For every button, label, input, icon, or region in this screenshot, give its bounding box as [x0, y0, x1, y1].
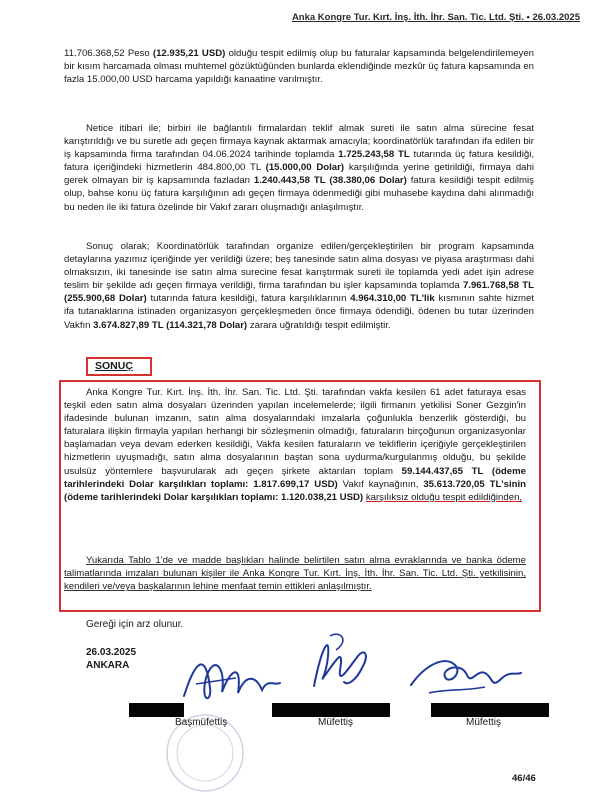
signature-1-icon — [176, 648, 286, 713]
signer-role-3: Müfettiş — [466, 717, 502, 728]
signature-2-icon — [300, 626, 380, 706]
signature-3-icon — [405, 645, 525, 705]
conclusion-paragraph-1: Anka Kongre Tur. Kırt. İnş. İth. İhr. San. Tic. Ltd. Şti. tarafından vakfa kesilen 61 adet faturaya esas teşkil eden satın alma dosyaları üzerinden yapılan incelemelerde; ilgili firmanın yetkilisi Soner Gezgin'in ifadesinde bulunan imzanın, satın alma dosyalarındaki imzalarla çoğunlukla benzerlik gösterdiği, bu faturalara ilişkin firmayla yapılan herhangi bir sözleşmenin olmadığı, faturaların birçoğunun organizasyonlar başlamadan veya devam ederken kesildiği, Vakfa kesilen faturaların ve tekliflerin içeriğiyle gerçekleştirilen hizmetlerin uyuşmadığı, satın alma dosyalarının baştan sona uydurma/kurgulanmış olduğu, bu şekilde usulsüz yöntemlere başvurularak adı geçen şirkete aktarılan toplam 59.144.437,65 TL (ödeme tarihlerindeki Dolar karşılıkları toplamı: 1.817.699,17 USD) Vakıf kaynağının, 35.613.720,05 TL'sinin (ödeme tarihlerindeki Dolar karşılıkları toplamı: 1.120.038,21 USD) karşılıksız olduğu tespit edildiğinden, — [64, 387, 527, 503]
signing-city: ANKARA — [86, 660, 130, 671]
redaction-bar-2 — [272, 703, 390, 717]
paragraph-3: Sonuç olarak; Koordinatörlük tarafından organize edilen/gerçekleştirilen bir program kapsamında detaylarına yazımız içeriğinde yer verildiği üzere; beş tanesinde satın alma dosyası ve piyasa araştırması dahi olmaksızın, iki tanesinde ise satın alma surecine fesat karıştırmak sureti ile toplamda yedi adet işin adrese teslim bir şekilde adı geçen firmaya verildiği, firma tarafından bu işler kapsamında toplamda 7.961.768,58 TL (255.900,68 Dolar) tutarında fatura kesildiği, fatura karşılıklarının 4.964.310,00 TL'lik kısmının sahte hizmet ifa tutanaklarına istinaden organizasyon gerçekleşmeden önce firmaya ödendiği, ödenen bu tutar üzerinden Vakfın 3.674.827,89 TL (114.321,78 Dolar) zarara uğratıldığı tespit edilmiştir. — [64, 241, 535, 331]
conclusion-paragraph-2: Yukarıda Tablo 1'de ve madde başlıkları halinde belirtilen satın alma evraklarında ve banka ödeme talimatlarında imzaları bulunan kişiler ile Anka Kongre Tur. Kırt. İnş. İth. İhr. San. Tic. Ltd. Şti. yetkilisinin, kendileri ve/veya başkalarının lehine menfaat temin ettikleri anlaşılmıştır. — [64, 555, 526, 593]
closing-line: Gereği için arz olunur. — [86, 619, 184, 630]
paragraph-2: Netice itibari ile; birbiri ile bağlantılı firmalardan teklif almak sureti ile satın alma sürecine fesat karıştırıldığı ve bu suretle adı geçen firmaya kaynak aktarmak amacıyla; koordinatörlük tarafından ifa edilen bir iş kapsamında firma tarafından 04.06.2024 tarihinde toplamda 1.725.243,58 TL tutarında üç fatura kesildiği, fatura içeriğindeki hizmetlerin 484.800,00 TL (15.000,00 Dolar) karşılığında yerine getirildiği, firmaya dahi gerek olmayan bir iş kapsamında fazladan 1.240.443,58 TL (38.380,06 Dolar) fatura kesildiği tespit edilmiş olup, bahse konu üç fatura karşılığının adı geçen firmaya ödenmediği gibi muhasebe kaydına dahi alınmadığı bu neden ile iki fatura özelinde bir Vakıf zararı oluşmadığı anlaşılmıştır. — [64, 123, 534, 213]
signer-role-2: Müfettiş — [318, 717, 354, 728]
redaction-bar-1 — [129, 703, 184, 717]
signing-date: 26.03.2025 — [86, 647, 137, 658]
section-title: SONUÇ — [95, 360, 133, 372]
paragraph-1: 11.706.368,52 Peso (12.935,21 USD) olduğu tespit edilmiş olup bu faturalar kapsamında belgelendirilemeyen bir kısım harcamada olması muhtemel gözüktüğünden bunlarda eklendiğinde mezkûr üç fatura kapsamında en fazla 15.000,00 USD harcama yapıldığı kanaatine varılmıştır. — [64, 48, 534, 86]
redaction-bar-3 — [431, 703, 549, 717]
page-number: 46/46 — [512, 773, 536, 784]
signer-role-1: Başmüfettiş — [175, 717, 228, 728]
document-header: Anka Kongre Tur. Kırt. İnş. İth. İhr. San. Tic. Ltd. Şti. • 26.03.2025 — [291, 12, 580, 23]
